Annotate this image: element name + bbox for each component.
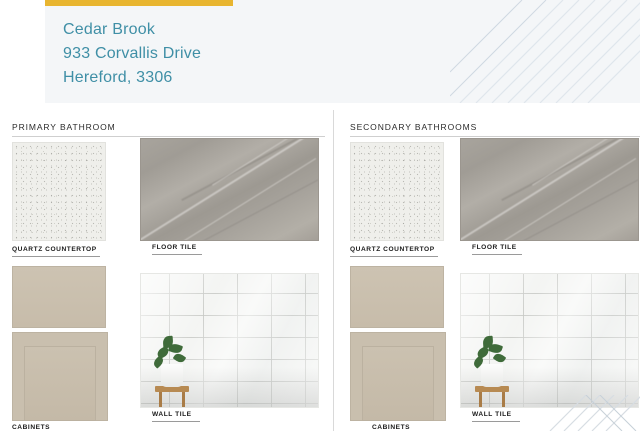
diagonal-lines-svg bbox=[450, 0, 640, 103]
plant-pot bbox=[481, 364, 503, 387]
swatch-wall-tile[interactable] bbox=[460, 273, 639, 408]
caption-rule-quartz bbox=[12, 256, 100, 257]
address-street: 933 Corvallis Drive bbox=[63, 45, 202, 62]
panel-title-rule bbox=[12, 136, 325, 137]
stool-leg bbox=[159, 392, 162, 407]
swatch-floor-tile[interactable] bbox=[460, 138, 639, 241]
caption-rule-quartz bbox=[350, 256, 438, 257]
panel-divider bbox=[333, 110, 334, 431]
swatch-cabinet-door[interactable] bbox=[350, 332, 446, 421]
caption-rule-floor-tile bbox=[152, 254, 202, 255]
caption-cabinets: CABINETS bbox=[372, 424, 411, 431]
caption-quartz-countertop: QUARTZ COUNTERTOP bbox=[12, 246, 97, 253]
swatch-wall-tile[interactable] bbox=[140, 273, 319, 408]
caption-quartz-countertop: QUARTZ COUNTERTOP bbox=[350, 246, 435, 253]
panel-title: PRIMARY BATHROOM bbox=[12, 122, 116, 132]
header-left-margin bbox=[0, 0, 45, 103]
swatch-floor-tile[interactable] bbox=[140, 138, 319, 241]
project-name: Cedar Brook bbox=[63, 21, 156, 38]
stool-leg bbox=[479, 392, 482, 407]
caption-wall-tile: WALL TILE bbox=[152, 411, 192, 418]
panel-title-rule bbox=[350, 136, 640, 137]
project-address-block bbox=[63, 18, 201, 90]
swatch-cabinet-finish[interactable] bbox=[350, 266, 444, 328]
caption-rule-floor-tile bbox=[472, 254, 522, 255]
caption-floor-tile: FLOOR TILE bbox=[472, 244, 517, 251]
caption-wall-tile: WALL TILE bbox=[472, 411, 512, 418]
panel-secondary-bathrooms bbox=[344, 110, 640, 431]
stool-leg bbox=[182, 392, 185, 407]
page-header bbox=[0, 0, 640, 103]
address-city-zip: Hereford, 3306 bbox=[63, 69, 173, 86]
stool-leg bbox=[502, 392, 505, 407]
gold-accent-bar bbox=[45, 0, 233, 6]
caption-floor-tile: FLOOR TILE bbox=[152, 244, 197, 251]
swatch-cabinet-finish[interactable] bbox=[12, 266, 106, 328]
swatch-quartz-countertop[interactable] bbox=[12, 142, 106, 241]
panel-primary-bathroom bbox=[6, 110, 326, 431]
caption-rule-wall-tile bbox=[472, 421, 520, 422]
header-diagonal-pattern bbox=[450, 0, 640, 103]
swatch-cabinet-door[interactable] bbox=[12, 332, 108, 421]
caption-cabinets: CABINETS bbox=[12, 424, 51, 431]
swatch-quartz-countertop[interactable] bbox=[350, 142, 444, 241]
panel-title: SECONDARY BATHROOMS bbox=[350, 122, 478, 132]
caption-rule-wall-tile bbox=[152, 421, 200, 422]
plant-pot bbox=[161, 364, 183, 387]
